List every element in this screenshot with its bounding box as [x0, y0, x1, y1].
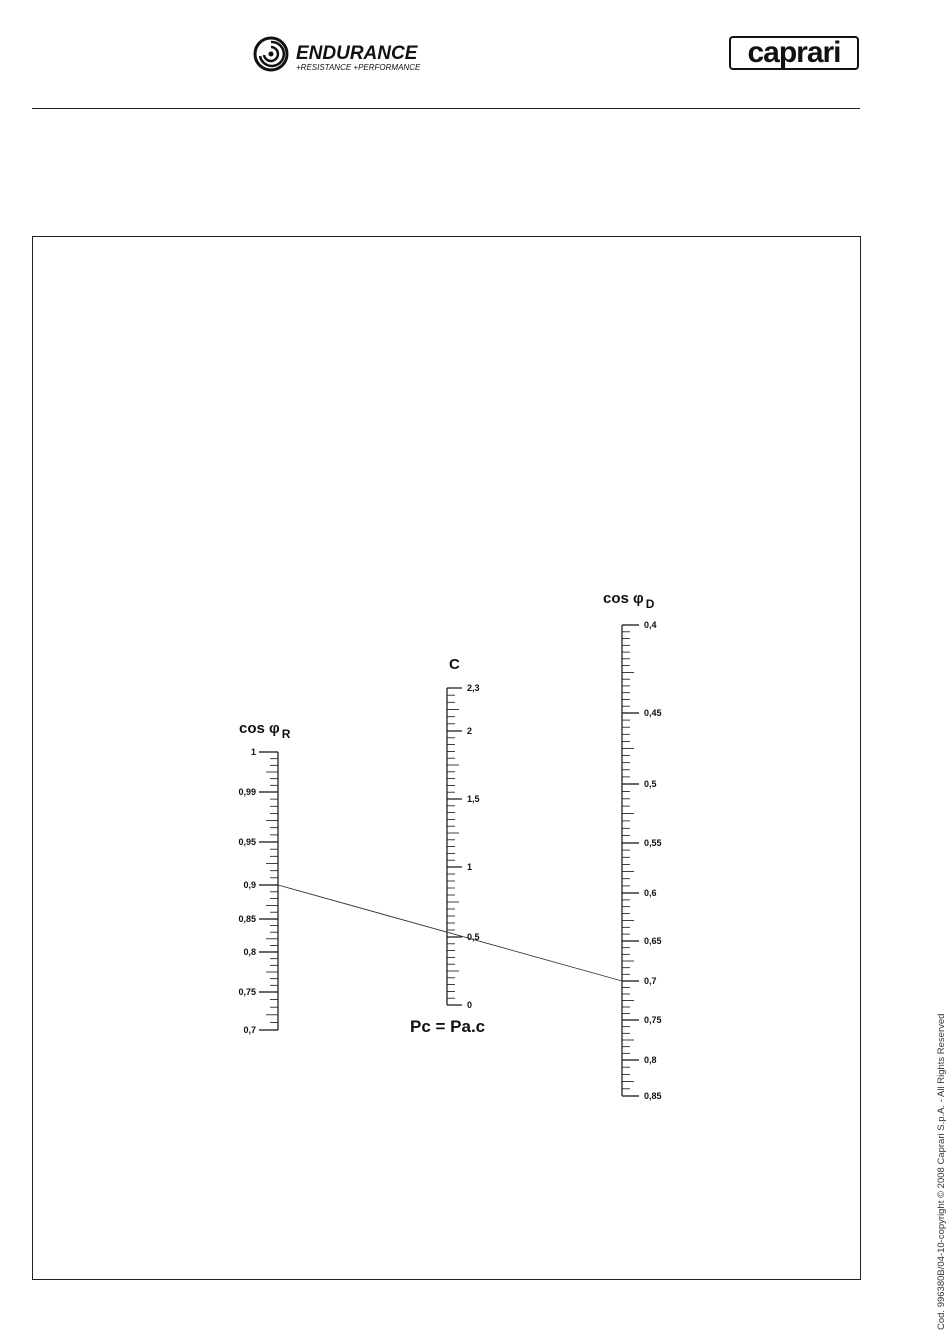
tick-label-cos-phi-r: 0,99 [238, 787, 256, 797]
formula: Pc = Pa.c [410, 1017, 486, 1036]
tick-label-cos-phi-r: 0,9 [243, 880, 256, 890]
tick-label-c: 2 [467, 726, 473, 736]
tick-label-cos-phi-d: 0,6 [644, 888, 657, 898]
tick-label-cos-phi-d: 0,55 [644, 838, 662, 848]
tick-label-cos-phi-d: 0,7 [644, 976, 657, 986]
brand-tagline: +RESISTANCE +PERFORMANCE [296, 63, 421, 72]
tick-label-cos-phi-r: 1 [250, 747, 256, 757]
tick-label-cos-phi-d: 0,45 [644, 708, 662, 718]
tick-label-cos-phi-r: 0,75 [238, 987, 256, 997]
tick-label-cos-phi-d: 0,5 [644, 779, 657, 789]
scale-title-cos-phi-r: cos φ $_R$ [239, 720, 291, 741]
scale-title-cos-phi-d: cos φ $_D$ [603, 590, 655, 611]
tick-label-c: 0 [467, 1000, 473, 1010]
example-reading-line [278, 885, 622, 981]
tick-label-cos-phi-d: 0,65 [644, 936, 662, 946]
tick-label-cos-phi-d: 0,4 [644, 620, 657, 630]
tick-label-c: 1,5 [467, 794, 480, 804]
tick-label-c: 0,5 [467, 932, 480, 942]
tick-label-c: 1 [467, 862, 473, 872]
tick-label-cos-phi-d: 0,75 [644, 1015, 662, 1025]
copyright-notice: Cod. 996380B/04-10-copyright © 2008 Caprari S.p.A. - All Rights Reserved [936, 1013, 947, 1330]
tick-label-cos-phi-r: 0,85 [238, 914, 256, 924]
tick-label-cos-phi-r: 0,8 [243, 947, 256, 957]
tick-label-cos-phi-r: 0,95 [238, 837, 256, 847]
scale-title-c: C [449, 656, 460, 673]
tick-label-cos-phi-r: 0,7 [243, 1025, 256, 1035]
company-name: caprari [747, 36, 841, 69]
tick-label-c: 2,3 [467, 683, 480, 693]
tick-label-cos-phi-d: 0,85 [644, 1091, 662, 1101]
tick-label-cos-phi-d: 0,8 [644, 1055, 657, 1065]
brand-name: ENDURANCE [296, 43, 418, 64]
